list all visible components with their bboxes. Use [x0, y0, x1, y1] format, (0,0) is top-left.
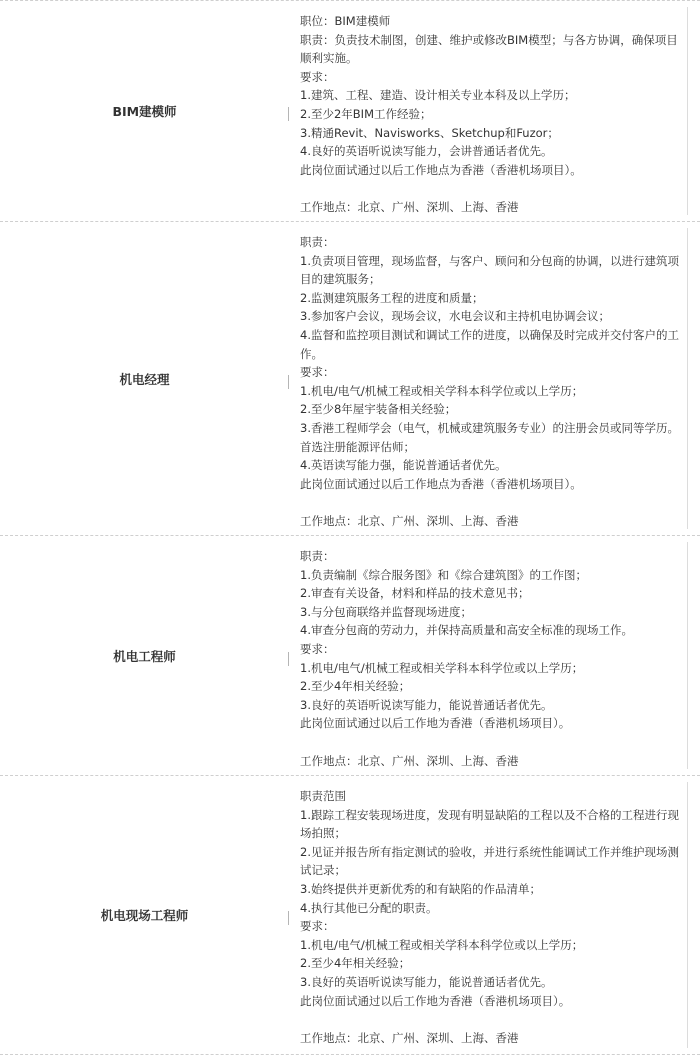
description-line: 要求：	[300, 641, 335, 656]
description-line: 此岗位面试通过以后工作地为香港（香港机场项目）。	[300, 993, 571, 1008]
job-description-cell	[289, 222, 685, 535]
description-line: 1.机电/电气/机械工程或相关学科本科学位或以上学历；	[300, 383, 584, 398]
description-line: 职责：负责技术制图，创建、维护或修改BIM模型；与各方协调，确保项目顺利实施。	[300, 32, 678, 66]
description-line: 3.始终提供并更新优秀的和有缺陷的作品清单；	[300, 881, 541, 896]
description-line: 1.负责编制《综合服务图》和《综合建筑图》的工作图；	[300, 567, 587, 582]
description-line: 1.建筑、工程、建造、设计相关专业本科及以上学历；	[300, 88, 576, 103]
job-title-cell	[0, 776, 289, 1054]
work-location: 工作地点：北京、广州、深圳、上海、香港	[300, 513, 519, 528]
description-line: 2.至少4年相关经验；	[300, 679, 411, 694]
description-line: 3.良好的英语听说读写能力，能说普通话者优先。	[300, 974, 553, 989]
job-description-cell	[289, 776, 685, 1054]
job-title-cell	[0, 1, 289, 221]
job-title-cell	[0, 222, 289, 535]
work-location: 工作地点：北京、广州、深圳、上海、香港	[300, 753, 519, 768]
description-spacer	[300, 493, 685, 512]
job-row-mep-manager	[0, 222, 700, 536]
job-title: 机电现场工程师	[100, 908, 189, 923]
description-spacer	[300, 733, 685, 752]
description-line: 2.审查有关设备，材料和样品的技术意见书；	[300, 586, 530, 601]
job-row-bim-modeler	[0, 0, 700, 222]
description-line: 职责：	[300, 235, 335, 249]
description-line: 2.监测建筑服务工程的进度和质量；	[300, 290, 484, 305]
description-line: 1.机电/电气/机械工程或相关学科本科学位或以上学历；	[300, 660, 584, 675]
job-title: 机电工程师	[113, 648, 176, 664]
job-description-cell	[289, 536, 685, 775]
description-line: 4.良好的英语听说读写能力，会讲普通话者优先。	[300, 144, 553, 159]
description-line: 4.英语读写能力强，能说普通话者优先。	[300, 458, 507, 473]
description-line: 此岗位面试通过以后工作地点为香港（香港机场项目）。	[300, 162, 582, 177]
description-spacer	[300, 1010, 685, 1029]
job-title: 机电经理	[119, 371, 170, 387]
description-line: 3.精通Revit、Navisworks、Sketchup和Fuzor；	[300, 125, 559, 140]
description-line: 1.跟踪工程安装现场进度，发现有明显缺陷的工程以及不合格的工程进行现场拍照；	[300, 807, 679, 841]
description-line: 此岗位面试通过以后工作地为香港（香港机场项目）。	[300, 716, 571, 731]
description-line: 2.至少2年BIM工作经验；	[300, 106, 432, 121]
description-line: 此岗位面试通过以后工作地点为香港（香港机场项目）。	[300, 476, 582, 491]
description-line: 职位：BIM建模师	[300, 14, 391, 28]
description-line: 2.至少8年屋宇装备相关经验；	[300, 402, 457, 417]
job-description-cell	[289, 1, 685, 221]
description-line: 要求：	[300, 69, 335, 84]
description-line: 2.见证并报告所有指定测试的验收，并进行系统性能调试工作并维护现场测试记录；	[300, 844, 679, 878]
description-line: 职责范围	[300, 789, 346, 803]
description-line: 2.至少4年相关经验；	[300, 956, 411, 971]
job-row-mep-site-engineer	[0, 776, 700, 1055]
description-line: 3.与分包商联络并监督现场进度；	[300, 604, 472, 619]
work-location: 工作地点：北京、广州、深圳、上海、香港	[300, 199, 519, 214]
description-spacer	[300, 179, 685, 198]
description-line: 4.审查分包商的劳动力，并保持高质量和高安全标准的现场工作。	[300, 623, 633, 638]
description-line: 3.参加客户会议，现场会议，水电会议和主持机电协调会议；	[300, 309, 610, 324]
description-line: 要求：	[300, 919, 335, 934]
description-line: 3.香港工程师学会（电气，机械或建筑服务专业）的注册会员或同等学历。首选注册能源评估师；	[300, 420, 679, 454]
job-title-cell	[0, 536, 289, 775]
job-title: BIM建模师	[112, 104, 177, 119]
description-line: 职责：	[300, 549, 335, 563]
description-line: 4.执行其他已分配的职责。	[300, 900, 438, 915]
description-line: 要求：	[300, 365, 335, 380]
description-line: 3.良好的英语听说读写能力，能说普通话者优先。	[300, 697, 553, 712]
job-row-mep-engineer	[0, 536, 700, 776]
description-line: 1.机电/电气/机械工程或相关学科本科学位或以上学历；	[300, 937, 584, 952]
work-location: 工作地点：北京、广州、深圳、上海、香港	[300, 1030, 519, 1045]
description-line: 4.监督和监控项目测试和调试工作的进度，以确保及时完成并交付客户的工作。	[300, 327, 679, 361]
description-line: 1.负责项目管理，现场监督，与客户、顾问和分包商的协调，以进行建筑项目的建筑服务；	[300, 253, 679, 287]
